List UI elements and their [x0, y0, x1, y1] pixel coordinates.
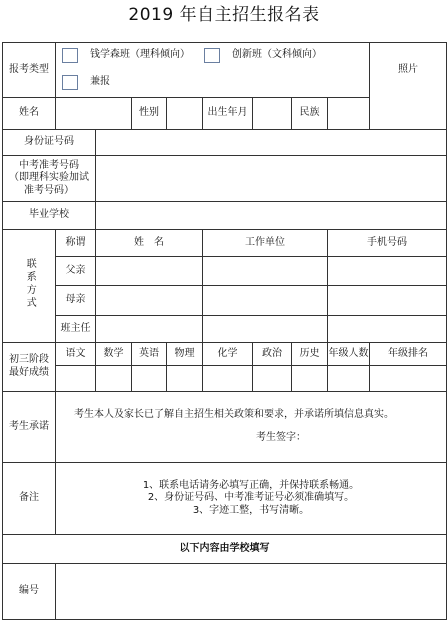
school-label: 毕业学校	[29, 209, 69, 221]
number-label: 编号	[19, 585, 39, 597]
exam-label-cell	[3, 156, 96, 202]
subject-chemistry: 化学	[203, 343, 253, 366]
registration-form-table	[2, 42, 447, 620]
form-title: 2019 年自主招生报名表	[128, 5, 320, 25]
score-chinese-input[interactable]	[56, 366, 96, 391]
number-label-cell	[3, 564, 56, 620]
mother-work-input[interactable]	[203, 286, 328, 315]
ethnicity-label-cell	[292, 98, 328, 130]
mother-name-input[interactable]	[96, 286, 203, 315]
id-label: 身份证号码	[24, 136, 74, 148]
grade-size-header: 年级人数	[328, 343, 370, 366]
type-label-cell	[3, 43, 56, 98]
exam-input-cell[interactable]	[96, 156, 447, 202]
score-physics-input[interactable]	[167, 366, 203, 391]
father-work-input[interactable]	[203, 257, 328, 286]
gender-input-cell[interactable]	[167, 98, 203, 130]
remark-line-3: 3、字迹工整，书写清晰。	[192, 504, 310, 516]
type-label: 报考类型	[9, 63, 49, 75]
number-input-cell[interactable]	[56, 564, 447, 620]
option-qianxuesen-label: 钱学森班（理科倾向）	[90, 49, 190, 61]
pledge-label: 考生承诺	[9, 420, 49, 432]
contact-header-relation: 称谓	[56, 229, 96, 256]
mother-phone-input[interactable]	[328, 286, 447, 315]
type-options-cell	[56, 43, 370, 69]
birth-label-cell	[203, 98, 253, 130]
contact-label: 联系方式	[24, 257, 36, 310]
id-label-cell	[3, 129, 96, 155]
exam-label-line-3: 准考号码）	[24, 184, 74, 196]
pledge-text: 考生本人及家长已了解自主招生相关政策和要求，并承诺所填信息真实。	[74, 409, 394, 421]
option-innovation-label: 创新班（文科倾向）	[232, 49, 322, 61]
teacher-name-input[interactable]	[96, 315, 203, 342]
contact-row-teacher: 班主任	[56, 315, 96, 342]
option-qianxuesen-checkbox[interactable]	[62, 48, 78, 63]
name-label: 姓名	[19, 107, 39, 119]
option-both-label: 兼报	[90, 76, 110, 88]
photo-cell-lower[interactable]	[370, 98, 447, 130]
name-input-cell[interactable]	[56, 98, 132, 130]
contact-row-mother: 母亲	[56, 286, 96, 315]
teacher-phone-input[interactable]	[328, 315, 447, 342]
remarks-label-cell	[3, 463, 56, 535]
contact-row-father: 父亲	[56, 257, 96, 286]
gender-label-cell	[132, 98, 167, 130]
school-label-cell	[3, 202, 96, 229]
ethnicity-label: 民族	[299, 107, 320, 119]
grades-label-cell	[3, 343, 56, 391]
school-input-cell[interactable]	[96, 202, 447, 229]
father-name-input[interactable]	[96, 257, 203, 286]
score-politics-input[interactable]	[253, 366, 292, 391]
option-innovation-checkbox[interactable]	[204, 48, 220, 63]
option-both-checkbox[interactable]	[62, 75, 78, 90]
type-options-cell-2	[56, 68, 370, 97]
subject-history: 历史	[292, 343, 328, 366]
name-label-cell	[3, 98, 56, 130]
subject-math: 数学	[96, 343, 132, 366]
exam-label-line-1: 中考准考号码	[19, 159, 79, 171]
birth-input-cell[interactable]	[253, 98, 292, 130]
contact-label-cell	[3, 229, 56, 343]
remark-line-1: 1、联系电话请务必填写正确，并保持联系畅通。	[142, 479, 360, 491]
pledge-content-cell	[56, 391, 447, 463]
subject-physics: 物理	[167, 343, 203, 366]
subject-chinese: 语文	[56, 343, 96, 366]
remark-line-2: 2、身份证号码、中考准考证号必须准确填写。	[147, 492, 355, 504]
remarks-label: 备注	[19, 492, 39, 504]
score-history-input[interactable]	[292, 366, 328, 391]
id-input-cell[interactable]	[96, 129, 447, 155]
birth-label: 出生年月	[207, 107, 248, 119]
school-section-header: 以下内容由学校填写	[3, 534, 447, 563]
father-phone-input[interactable]	[328, 257, 447, 286]
teacher-work-input[interactable]	[203, 315, 328, 342]
photo-cell[interactable]	[370, 43, 447, 98]
pledge-label-cell	[3, 391, 56, 463]
ethnicity-input-cell[interactable]	[328, 98, 370, 130]
grades-label-line-2: 最好成绩	[9, 366, 49, 378]
exam-label-line-2: （即理科实验加试	[9, 172, 89, 184]
grade-rank-input[interactable]	[370, 366, 447, 391]
score-math-input[interactable]	[96, 366, 132, 391]
remarks-content-cell	[56, 463, 447, 535]
signature-label: 考生签字：	[256, 431, 306, 443]
score-english-input[interactable]	[132, 366, 167, 391]
score-chemistry-input[interactable]	[203, 366, 253, 391]
photo-label: 照片	[398, 64, 418, 76]
grade-rank-header: 年级排名	[370, 343, 447, 366]
subject-politics: 政治	[253, 343, 292, 366]
contact-header-name: 姓 名	[96, 229, 203, 256]
subject-english: 英语	[132, 343, 167, 366]
contact-header-phone: 手机号码	[328, 229, 447, 256]
grades-label-line-1: 初三阶段	[9, 354, 49, 366]
contact-header-work: 工作单位	[203, 229, 328, 256]
gender-label: 性别	[139, 107, 159, 119]
grade-size-input[interactable]	[328, 366, 370, 391]
